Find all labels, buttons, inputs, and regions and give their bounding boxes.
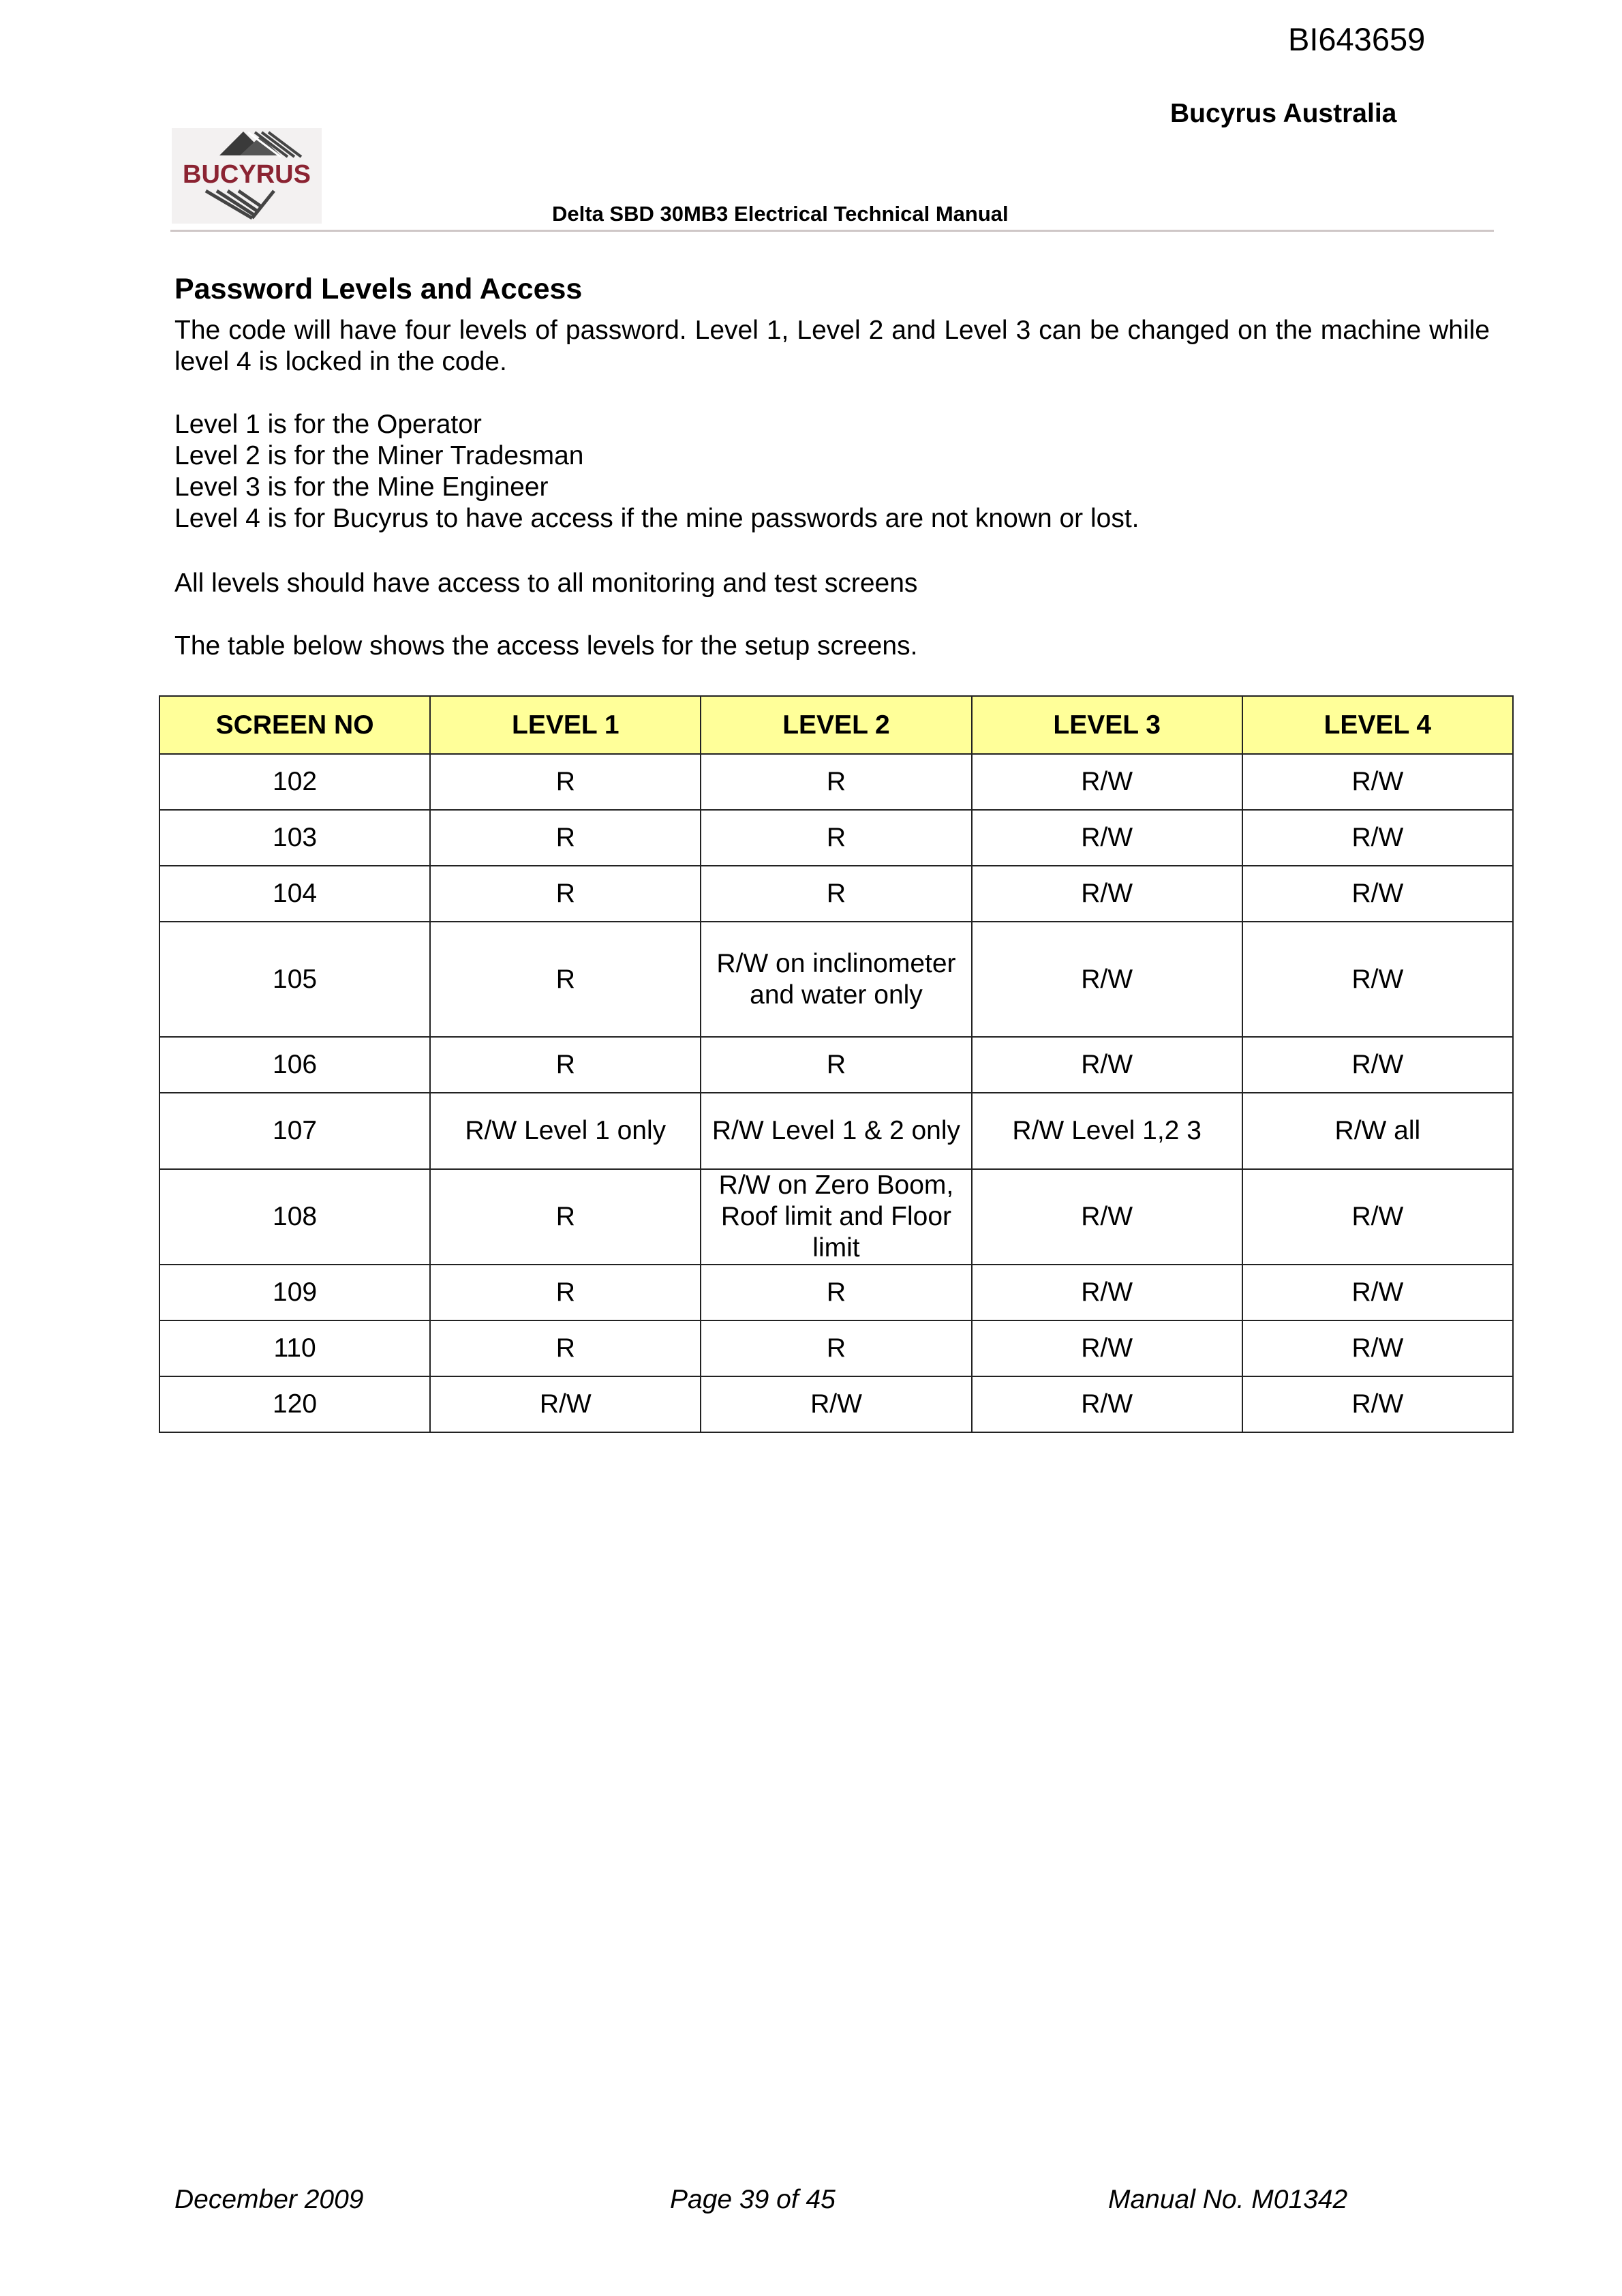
table-row: [159, 754, 1513, 810]
table-cell: R/W all: [1242, 1093, 1513, 1169]
table-cell: R: [701, 866, 971, 922]
table-cell: R: [701, 754, 971, 810]
table-cell: R/W: [1242, 810, 1513, 866]
access-table: [159, 695, 1514, 1433]
table-cell: R/W on inclinometer and water only: [701, 922, 971, 1037]
table-cell: R/W: [1242, 1169, 1513, 1265]
table-cell: R/W: [972, 1320, 1242, 1376]
table-cell: R: [430, 810, 701, 866]
header-cell: LEVEL 1: [430, 696, 701, 754]
table-cell: 103: [159, 810, 430, 866]
table-cell: R/W: [430, 1376, 701, 1432]
table-cell: R/W: [972, 922, 1242, 1037]
table-cell: 120: [159, 1376, 430, 1432]
footer-manual-number: Manual No. M01342: [1108, 2185, 1348, 2214]
header-cell: LEVEL 2: [701, 696, 971, 754]
company-name: Bucyrus Australia: [1170, 99, 1397, 128]
bucyrus-logo: [172, 128, 322, 224]
table-cell: R/W: [972, 810, 1242, 866]
table-cell: 102: [159, 754, 430, 810]
table-row: [159, 1169, 1513, 1265]
table-cell: R/W: [1242, 1265, 1513, 1320]
table-cell: 107: [159, 1093, 430, 1169]
level-list: [174, 409, 1490, 534]
table-row: [159, 1265, 1513, 1320]
table-cell: R/W Level 1,2 3: [972, 1093, 1242, 1169]
manual-title: Delta SBD 30MB3 Electrical Technical Manual: [552, 202, 1009, 226]
table-row: [159, 1376, 1513, 1432]
table-cell: R/W: [701, 1376, 971, 1432]
table-note: The table below shows the access levels for the setup screens.: [174, 631, 918, 661]
table-row: [159, 810, 1513, 866]
table-cell: R: [430, 1037, 701, 1093]
table-cell: R: [430, 922, 701, 1037]
table-row: [159, 866, 1513, 922]
footer-page-number: Page 39 of 45: [670, 2185, 836, 2214]
header-divider: [170, 230, 1494, 232]
table-cell: R/W Level 1 only: [430, 1093, 701, 1169]
table-cell: R/W: [972, 866, 1242, 922]
table-cell: R/W on Zero Boom, Roof limit and Floor limit: [701, 1169, 971, 1265]
header-cell: SCREEN NO: [159, 696, 430, 754]
table-cell: R: [701, 1037, 971, 1093]
table-cell: R: [430, 754, 701, 810]
table-cell: R: [430, 1320, 701, 1376]
table-cell: 106: [159, 1037, 430, 1093]
table-cell: R/W Level 1 & 2 only: [701, 1093, 971, 1169]
table-cell: 104: [159, 866, 430, 922]
table-cell: R: [701, 1265, 971, 1320]
table-cell: R/W: [1242, 1037, 1513, 1093]
header-cell: LEVEL 3: [972, 696, 1242, 754]
level-item: Level 3 is for the Mine Engineer: [174, 472, 549, 502]
table-cell: R: [430, 866, 701, 922]
table-cell: 105: [159, 922, 430, 1037]
table-cell: R/W: [1242, 866, 1513, 922]
table-cell: 109: [159, 1265, 430, 1320]
table-cell: R/W: [972, 1169, 1242, 1265]
level-item: Level 1 is for the Operator: [174, 410, 482, 439]
table-cell: R/W: [1242, 754, 1513, 810]
level-item: Level 4 is for Bucyrus to have access if the mine passwords are not known or lost.: [174, 504, 1139, 533]
header-cell: LEVEL 4: [1242, 696, 1513, 754]
table-cell: R/W: [1242, 1376, 1513, 1432]
table-row: [159, 1037, 1513, 1093]
section-title: Password Levels and Access: [174, 273, 583, 305]
table-cell: R/W: [1242, 1320, 1513, 1376]
table-cell: 110: [159, 1320, 430, 1376]
table-cell: R/W: [972, 1037, 1242, 1093]
table-cell: R: [701, 810, 971, 866]
table-cell: R: [430, 1169, 701, 1265]
table-header-row: [159, 696, 1513, 754]
table-cell: R/W: [972, 754, 1242, 810]
level-item: Level 2 is for the Miner Tradesman: [174, 441, 584, 470]
table-row: [159, 922, 1513, 1037]
table-row: [159, 1093, 1513, 1169]
table-row: [159, 1320, 1513, 1376]
footer-date: December 2009: [174, 2185, 364, 2214]
intro-paragraph: The code will have four levels of password. Level 1, Level 2 and Level 3 can be changed on the machine while level 4 is locked in the code.: [174, 316, 1490, 376]
table-cell: 108: [159, 1169, 430, 1265]
logo-text: BUCYRUS: [183, 160, 311, 189]
table-cell: R/W: [1242, 922, 1513, 1037]
table-cell: R/W: [972, 1376, 1242, 1432]
monitoring-note: All levels should have access to all monitoring and test screens: [174, 569, 918, 598]
table-cell: R/W: [972, 1265, 1242, 1320]
table-cell: R: [430, 1265, 701, 1320]
doc-id: BI643659: [1288, 21, 1426, 57]
table-cell: R: [701, 1320, 971, 1376]
